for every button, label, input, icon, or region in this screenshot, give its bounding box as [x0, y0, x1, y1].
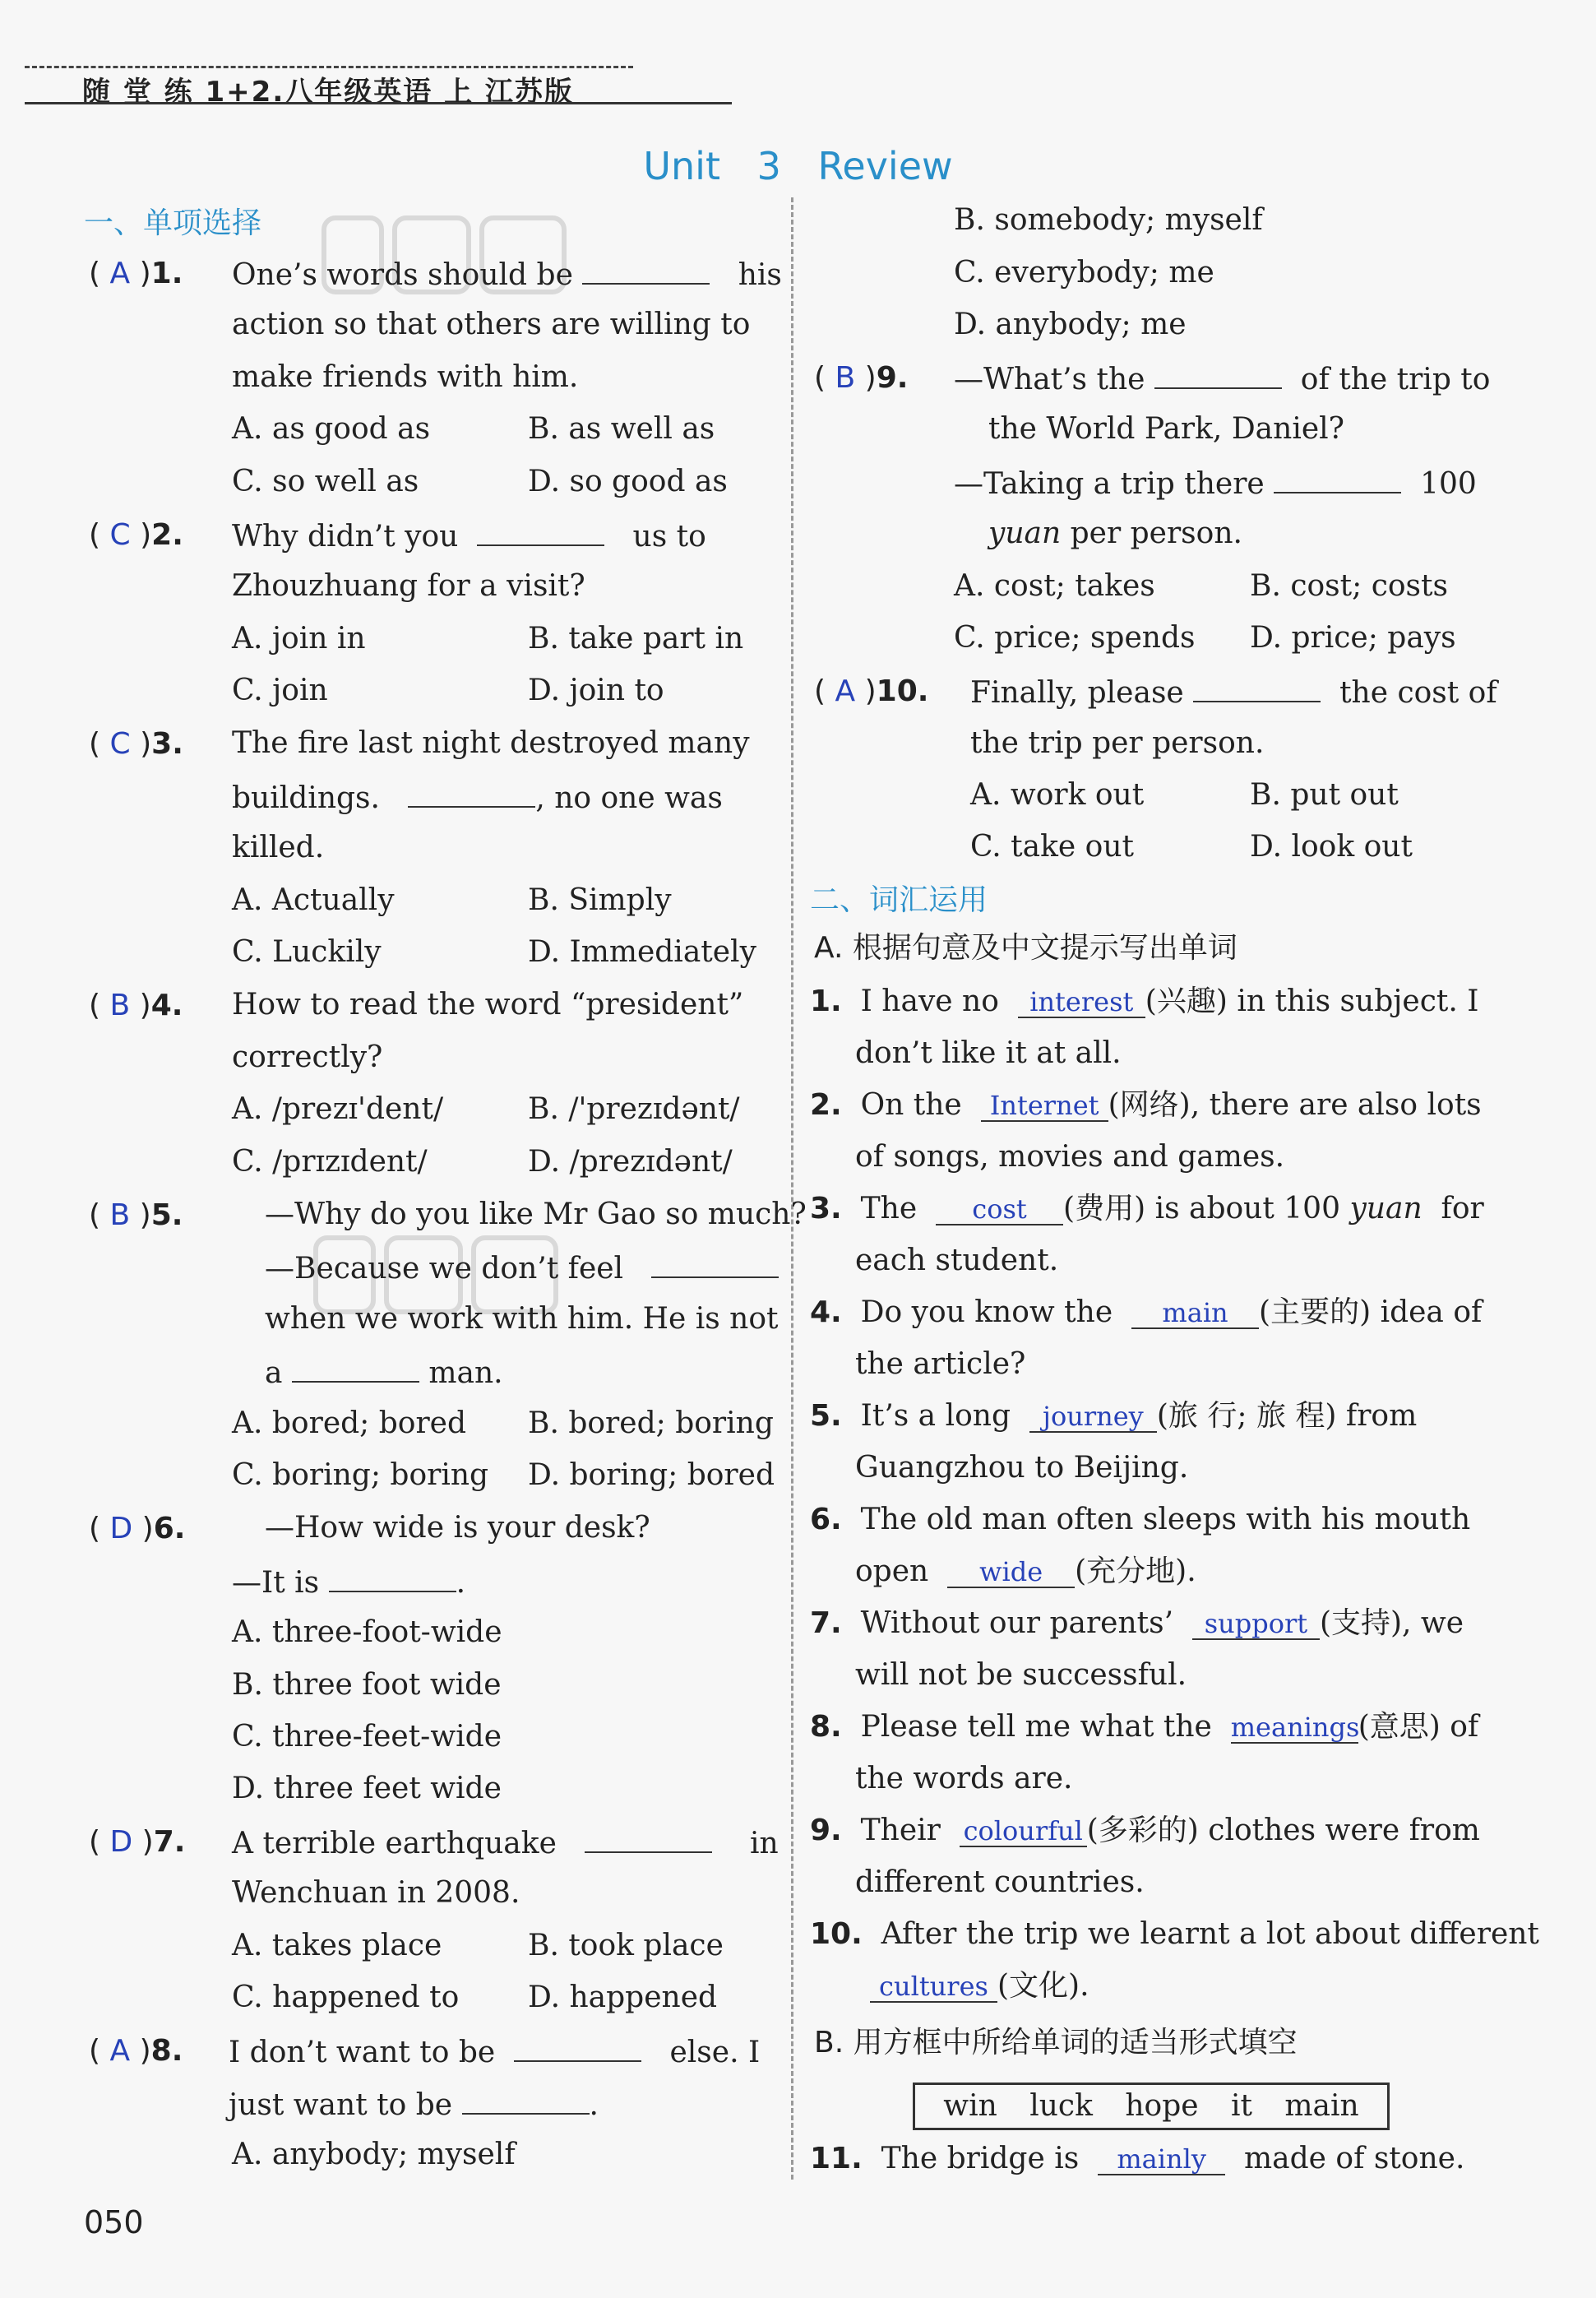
part-b-instruction: B. 用方框中所给单词的适当形式填空	[814, 2026, 1298, 2059]
answer-letter: D	[109, 1512, 133, 1545]
question-line: Zhouzhuang for a visit?	[232, 569, 585, 603]
question-line: yuan per person.	[988, 517, 1242, 550]
column-divider	[791, 197, 793, 2180]
answer-letter: B	[109, 989, 131, 1022]
option-c[interactable]: C. happened to	[232, 1981, 460, 2014]
question-line: —What’s the of the trip to	[954, 363, 1491, 396]
option-b[interactable]: B. take part in	[528, 622, 744, 656]
answer-blank[interactable]	[514, 2036, 641, 2062]
option-a[interactable]: A. join in	[232, 622, 366, 656]
vocab-line: each student.	[855, 1244, 1059, 1277]
header-dashed-rule	[25, 66, 633, 68]
answer-blank[interactable]	[1193, 676, 1321, 702]
page-number: 050	[84, 2204, 144, 2240]
vocab-item: 9. Their colourful (多彩的) clothes were from	[810, 1814, 1480, 1847]
answer-letter: D	[109, 1825, 133, 1859]
answer-blank[interactable]	[477, 520, 604, 546]
answer-blank[interactable]	[585, 1827, 712, 1853]
answer-letter: A	[109, 257, 131, 290]
vocab-item: 11. The bridge is mainly made of stone.	[810, 2142, 1465, 2175]
answer-paren: ( A )1.	[89, 257, 183, 290]
answer-paren: ( C )3.	[89, 727, 183, 761]
question-line: correctly?	[232, 1040, 383, 1074]
answer-letter: A	[109, 2034, 131, 2068]
series-header: 随 堂 练 1+2.八年级英语 上 江苏版	[82, 76, 574, 109]
filled-answer[interactable]: meanings	[1230, 1712, 1360, 1743]
question-line: Why didn’t you us to	[232, 520, 706, 554]
option-b[interactable]: B. /'prezɪdənt/	[528, 1092, 740, 1126]
vocab-line: the words are.	[855, 1762, 1073, 1795]
option-c[interactable]: C. price; spends	[954, 621, 1196, 655]
answer-blank[interactable]	[329, 1566, 456, 1592]
part-a-instruction: A. 根据句意及中文提示写出单词	[814, 931, 1237, 965]
option-a[interactable]: A. /prezɪ'dent/	[232, 1092, 444, 1126]
word-box: win luck hope it main	[913, 2083, 1390, 2130]
answer-paren: ( B )4.	[89, 989, 183, 1022]
question-line: A terrible earthquake in	[232, 1827, 779, 1860]
vocab-line: Guangzhou to Beijing.	[855, 1451, 1189, 1485]
question-line: The fire last night destroyed many	[232, 726, 750, 760]
option-d[interactable]: D. Immediately	[528, 935, 756, 969]
option-c[interactable]: C. so well as	[232, 465, 419, 498]
vocab-item: 3. The cost (费用) is about 100 yuan for	[810, 1192, 1484, 1225]
question-line: make friends with him.	[232, 360, 579, 394]
answer-paren: ( D )7.	[89, 1825, 186, 1859]
question-line: —Taking a trip there 100	[954, 467, 1477, 501]
answer-blank[interactable]	[462, 2088, 590, 2115]
page-title: Unit 3 Review	[643, 144, 953, 188]
answer-paren: ( A )10.	[814, 674, 929, 708]
answer-letter: A	[835, 674, 856, 708]
option-d[interactable]: D. boring; bored	[528, 1458, 775, 1492]
question-line: —It is .	[232, 1566, 466, 1600]
question-line: buildings. , no one was	[232, 781, 723, 815]
answer-letter: B	[835, 361, 856, 395]
question-line: Finally, please the cost of	[970, 676, 1497, 710]
vocab-item: 10. After the trip we learnt a lot about different	[810, 1917, 1539, 1951]
option-c[interactable]: C. join	[232, 674, 328, 707]
question-line: the World Park, Daniel?	[988, 412, 1344, 446]
answer-paren: ( D )6.	[89, 1512, 186, 1545]
question-line: —Why do you like Mr Gao so much?	[265, 1198, 807, 1231]
option-c[interactable]: C. everybody; me	[954, 256, 1214, 290]
option-a[interactable]: A. as good as	[232, 412, 431, 446]
option-a[interactable]: A. Actually	[232, 883, 395, 917]
option-b[interactable]: B. cost; costs	[1250, 569, 1448, 603]
option-d[interactable]: D. anybody; me	[954, 308, 1187, 341]
option-b[interactable]: B. put out	[1250, 778, 1399, 812]
answer-blank[interactable]	[408, 781, 535, 808]
answer-blank[interactable]	[1274, 467, 1401, 493]
filled-answer[interactable]: Internet	[981, 1092, 1108, 1122]
option-b[interactable]: B. took place	[528, 1929, 724, 1962]
option-a[interactable]: A. work out	[970, 778, 1145, 812]
option-d[interactable]: D. three feet wide	[232, 1772, 502, 1805]
vocab-item: 6. The old man often sleeps with his mouth	[810, 1503, 1471, 1536]
vocab-line: will not be successful.	[855, 1658, 1187, 1692]
option-d[interactable]: D. look out	[1250, 830, 1413, 864]
vocab-line: different countries.	[855, 1865, 1145, 1899]
answer-letter: B	[109, 1198, 131, 1232]
option-d[interactable]: D. happened	[528, 1981, 718, 2014]
question-line: One’s words should be his	[232, 258, 782, 292]
filled-answer[interactable]: journey	[1029, 1403, 1157, 1433]
vocab-item: 5. It’s a long journey (旅 行; 旅 程) from	[810, 1399, 1418, 1433]
option-a[interactable]: A. anybody; myself	[232, 2138, 516, 2171]
question-line: killed.	[232, 831, 325, 864]
answer-paren: ( A )8.	[89, 2034, 183, 2068]
question-line: How to read the word “president”	[232, 988, 744, 1022]
vocab-line: cultures (文化).	[870, 1971, 1089, 2003]
option-b[interactable]: B. three foot wide	[232, 1668, 502, 1702]
filled-answer[interactable]: cost	[936, 1196, 1063, 1225]
filled-answer[interactable]: wide	[947, 1559, 1075, 1588]
option-c[interactable]: C. boring; boring	[232, 1458, 489, 1492]
filled-answer[interactable]: interest	[1018, 989, 1145, 1018]
question-line: I don’t want to be else. I	[229, 2036, 761, 2069]
vocab-item: 7. Without our parents’ support (支持), we	[810, 1606, 1464, 1640]
option-b[interactable]: B. somebody; myself	[954, 203, 1263, 237]
option-c[interactable]: C. take out	[970, 830, 1134, 864]
option-d[interactable]: D. so good as	[528, 465, 728, 498]
vocab-item: 8. Please tell me what the meanings(意思) of	[810, 1710, 1479, 1744]
question-line: —How wide is your desk?	[265, 1511, 650, 1545]
question-line: just want to be .	[229, 2088, 599, 2122]
option-c[interactable]: C. /prɪzɪdent/	[232, 1145, 428, 1179]
option-d[interactable]: D. join to	[528, 674, 664, 707]
answer-paren: ( B )5.	[89, 1198, 183, 1232]
vocab-line: don’t like it at all.	[855, 1036, 1122, 1070]
option-d[interactable]: D. /prezɪdənt/	[528, 1145, 733, 1179]
option-a[interactable]: A. bored; bored	[232, 1406, 467, 1440]
answer-blank[interactable]	[651, 1252, 779, 1278]
filled-answer[interactable]: cultures	[870, 1973, 997, 2003]
answer-blank[interactable]	[292, 1356, 419, 1383]
option-c[interactable]: C. three-feet-wide	[232, 1720, 502, 1754]
option-b[interactable]: B. as well as	[528, 412, 715, 446]
vocab-item: 1. I have no interest (兴趣) in this subject. I	[810, 985, 1479, 1018]
filled-answer[interactable]: colourful	[960, 1818, 1087, 1847]
vocab-item: 2. On the Internet (网络), there are also lots	[810, 1088, 1482, 1122]
answer-blank[interactable]	[1154, 363, 1282, 389]
question-line: when we work with him. He is not	[265, 1302, 779, 1336]
vocab-line: open wide (充分地).	[855, 1554, 1196, 1588]
vocab-line: the article?	[855, 1347, 1026, 1381]
question-line: a man.	[265, 1356, 503, 1390]
option-b[interactable]: B. Simply	[528, 883, 672, 917]
answer-paren: ( B )9.	[814, 361, 909, 395]
option-d[interactable]: D. price; pays	[1250, 621, 1456, 655]
answer-paren: ( C )2.	[89, 518, 183, 552]
section-title: 一、单项选择	[84, 206, 262, 240]
filled-answer[interactable]: main	[1131, 1300, 1259, 1329]
question-line: —Because we don’t feel	[265, 1252, 779, 1284]
option-b[interactable]: B. bored; boring	[528, 1406, 774, 1440]
answer-letter: C	[109, 518, 131, 552]
option-a[interactable]: A. takes place	[232, 1929, 442, 1962]
vocab-line: of songs, movies and games.	[855, 1140, 1285, 1174]
answer-blank[interactable]	[582, 258, 710, 285]
option-a[interactable]: A. three-foot-wide	[232, 1615, 502, 1649]
filled-answer[interactable]: mainly	[1098, 2146, 1225, 2175]
section-title: 二、词汇运用	[810, 883, 988, 917]
question-line: the trip per person.	[970, 726, 1265, 760]
option-c[interactable]: C. Luckily	[232, 935, 382, 969]
filled-answer[interactable]: support	[1192, 1610, 1320, 1640]
header-rule	[25, 102, 732, 104]
question-line: Wenchuan in 2008.	[232, 1876, 520, 1910]
vocab-item: 4. Do you know the main (主要的) idea of	[810, 1295, 1483, 1329]
question-line: action so that others are willing to	[232, 308, 751, 341]
answer-letter: C	[109, 727, 131, 761]
option-a[interactable]: A. cost; takes	[954, 569, 1155, 603]
